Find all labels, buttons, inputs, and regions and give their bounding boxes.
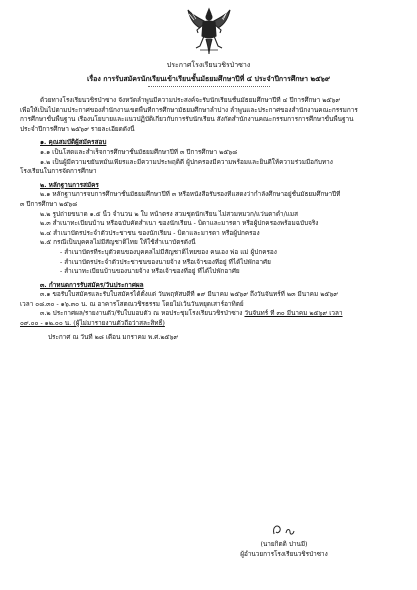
document-item: ๒.๑ หลักฐานการจบการศึกษาชั้นมัธยมศึกษาปีที่ ๓ หรือหนังสือรับรองที่แสดงว่ากำลังศึกษาอยู่ชั้นมัธยมศึกษาปีที่ — [40, 190, 341, 199]
qualification-item-continued: โรงเรียนในการจัดการศึกษา — [20, 167, 97, 176]
intro-line: เพื่อให้เป็นไปตามประกาศของสำนักงานเขตพื้นที่การศึกษามัธยมศึกษาลำปาง ลำพูนและประกาศของสำนักงานคณะกรรมการ — [20, 105, 358, 114]
signer-name: (นายกิตติ ปานมี) — [260, 540, 308, 548]
section-heading-qualifications: ๑. คุณสมบัติผู้สมัครสอบ — [40, 138, 107, 147]
signature-block — [224, 520, 344, 559]
schedule-date-underlined: วันจันทร์ ที่ ๓๐ มีนาคม ๒๕๖๙ เวลา — [244, 309, 343, 318]
announcement-subject: เรื่อง การรับสมัครนักเรียนเข้าเรียนชั้นมัธยมศึกษาปีที่ ๔ ประจำปีการศึกษา ๒๕๖๙ — [87, 74, 330, 83]
title-divider — [148, 86, 270, 87]
document-subitem: - สำเนาบัตรประจำตัวประชาชนของนายจ้าง หรือเจ้าของที่อยู่ ที่ได้ไปพักอาศัย — [60, 257, 271, 266]
handwritten-signature — [264, 520, 304, 540]
schedule-text: ๓.๒ ประกาศผล/รายงานตัว/รับใบมอบตัว ณ หอประชุมโรงเรียนวชิรป่าซาง — [40, 309, 245, 318]
qualification-item: ๑.๒ เป็นผู้มีความขยันหมั่นเพียรและมีความประพฤติดี ผู้ปกครองมีความพร้อมและยินดีให้ความร่วมมือกับทาง — [40, 157, 333, 166]
document-item: ๒.๕ กรณีเป็นบุคคลไม่มีสัญชาติไทย ให้ใช้สำเนาบัตรดังนี้ — [40, 238, 196, 247]
document-item: ๒.๔ สำเนาบัตรประจำตัวประชาชน ของนักเรียน - บิดาและมารดา หรือผู้ปกครอง — [40, 228, 260, 237]
intro-line: ด้วยทางโรงเรียนวชิรป่าซาง จังหวัดลำพูนมีความประสงค์จะรับนักเรียนชั้นมัธยมศึกษาปีที่ ๔ ปีการศึกษา ๒๕๖๙ — [40, 96, 340, 104]
announcement-title: ประกาศโรงเรียนวชิรป่าซาง — [166, 61, 251, 69]
document-item-continued: ๓ ปีการศึกษา ๒๕๖๘ — [20, 199, 78, 208]
signer-position: ผู้อำนวยการโรงเรียนวชิรป่าซาง — [240, 549, 328, 558]
document-item: ๒.๓ สำเนาทะเบียนบ้าน หรือฉบับคัดสำเนา ของนักเรียน - บิดาและมารดา หรือผู้ปกครองพร้อมฉบับจริง — [40, 219, 319, 228]
document-subitem: - สำเนาบัตรที่ระบุตัวตนของบุคคลไม่มีสัญชาติไทยของ คนเอง พ่อ แม่ ผู้ปกครอง — [60, 247, 277, 256]
section-heading-schedule: ๓. กำหนดการรับสมัคร/วันประกาศผล — [40, 280, 144, 289]
document-subitem: - สำเนาทะเบียนบ้านของนายจ้าง หรือเจ้าของที่อยู่ ที่ได้ไปพักอาศัย — [60, 267, 240, 276]
announce-date: ประกาศ ณ วันที่ ๒๘ เดือน มกราคม พ.ศ.๒๕๖๙ — [48, 332, 179, 341]
section-heading-documents: ๒. หลักฐานการสมัคร — [40, 180, 99, 189]
document-item: ๒.๒ รูปถ่ายขนาด ๑.๕ นิ้ว จำนวน ๒ ใบ หน้าตรง สวมชุดนักเรียน ไม่สวมหมวก/แว่นตาดำ/แมส — [40, 209, 298, 218]
intro-line: ประจำปีการศึกษา ๒๕๖๙ รายละเอียดดังนี้ — [20, 124, 135, 133]
garuda-emblem-icon — [186, 6, 232, 58]
schedule-item-continued: เวลา ๐๘.๓๐ - ๑๖.๓๐ น. ณ อาคารโสตณวชิรธรรม โดยไม่เว้นวันหยุดเสาร์อาทิตย์ — [20, 299, 244, 308]
intro-line: การศึกษาขั้นพื้นฐาน เรื่องนโยบายและแนวปฏิบัติเกี่ยวกับการรับนักเรียน สังกัดสำนักงานคณะกรรมการการศึกษาขั้นพื้นฐาน — [20, 115, 354, 124]
schedule-time-underlined: ๐๙.๐๐ - ๑๒.๐๐ น. (ผู้ไม่มารายงานตัวถือว่าสละสิทธิ์) — [20, 319, 165, 328]
schedule-item: ๓.๑ ขอรับใบสมัครและรับใบสมัครได้ตั้งแต่ วันพฤหัสบดีที่ ๑๙ มีนาคม ๒๕๖๙ ถึงวันจันทร์ที่ ๒๓ มีนาคม ๒๕๖๙ — [40, 290, 338, 299]
announcement-body — [20, 96, 400, 342]
schedule-item — [20, 309, 400, 319]
qualification-item: ๑.๑ เป็นโสดและสำเร็จการศึกษาชั้นมัธยมศึกษาปีที่ ๓ ปีการศึกษา ๒๕๖๘ — [40, 147, 238, 156]
